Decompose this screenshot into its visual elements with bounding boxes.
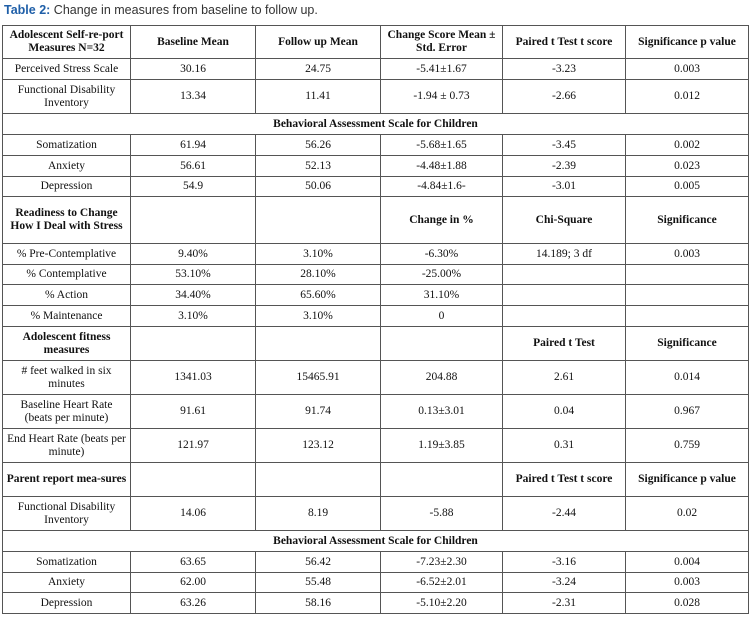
measures-table bbox=[2, 25, 749, 614]
row-label-cell: Baseline Heart Rate (beats per minute) bbox=[3, 395, 131, 429]
table-cell: -1.94 ± 0.73 bbox=[381, 80, 503, 114]
table-row bbox=[3, 395, 749, 429]
table-row bbox=[3, 177, 749, 197]
table-cell: 0.004 bbox=[626, 552, 749, 573]
table-cell: -3.24 bbox=[503, 573, 626, 593]
table-cell: 2.61 bbox=[503, 361, 626, 395]
table-cell: Significance bbox=[626, 197, 749, 244]
table-cell: Follow up Mean bbox=[256, 26, 381, 59]
table-cell: 0.13±3.01 bbox=[381, 395, 503, 429]
table-body bbox=[3, 26, 749, 614]
table-cell: 0.003 bbox=[626, 244, 749, 265]
table-cell: -25.00% bbox=[381, 265, 503, 285]
row-label-cell: Functional Disability Inventory bbox=[3, 497, 131, 531]
table-cell: 34.40% bbox=[131, 285, 256, 306]
section-header-row bbox=[3, 531, 749, 552]
table-cell: Paired t Test t score bbox=[503, 26, 626, 59]
row-label-cell: % Maintenance bbox=[3, 306, 131, 327]
table-cell: 9.40% bbox=[131, 244, 256, 265]
table-cell bbox=[256, 463, 381, 497]
row-label-cell: # feet walked in six minutes bbox=[3, 361, 131, 395]
table-cell: 58.16 bbox=[256, 593, 381, 614]
header-row bbox=[3, 327, 749, 361]
table-cell: -5.68±1.65 bbox=[381, 135, 503, 156]
row-label-cell: Perceived Stress Scale bbox=[3, 59, 131, 80]
table-cell: 56.26 bbox=[256, 135, 381, 156]
table-cell: -3.45 bbox=[503, 135, 626, 156]
table-cell: Baseline Mean bbox=[131, 26, 256, 59]
table-cell: 56.61 bbox=[131, 156, 256, 177]
row-label-cell: % Contemplative bbox=[3, 265, 131, 285]
table-cell: -5.10±2.20 bbox=[381, 593, 503, 614]
table-cell: 14.189; 3 df bbox=[503, 244, 626, 265]
table-row bbox=[3, 156, 749, 177]
table-cell: -2.31 bbox=[503, 593, 626, 614]
section-header-row bbox=[3, 114, 749, 135]
header-row bbox=[3, 463, 749, 497]
table-cell: -3.01 bbox=[503, 177, 626, 197]
table-row bbox=[3, 59, 749, 80]
table-cell: 14.06 bbox=[131, 497, 256, 531]
table-cell: -6.52±2.01 bbox=[381, 573, 503, 593]
table-row bbox=[3, 306, 749, 327]
table-cell: 0.31 bbox=[503, 429, 626, 463]
table-caption bbox=[4, 0, 318, 20]
table-cell: 0.014 bbox=[626, 361, 749, 395]
row-label-cell: Anxiety bbox=[3, 156, 131, 177]
table-row bbox=[3, 361, 749, 395]
row-label-cell: Depression bbox=[3, 593, 131, 614]
table-row bbox=[3, 552, 749, 573]
table-cell: Paired t Test bbox=[503, 327, 626, 361]
table-cell: 30.16 bbox=[131, 59, 256, 80]
table-cell bbox=[503, 265, 626, 285]
section-title: Behavioral Assessment Scale for Children bbox=[3, 531, 749, 552]
table-cell: 62.00 bbox=[131, 573, 256, 593]
table-cell: Significance p value bbox=[626, 463, 749, 497]
table-cell: 24.75 bbox=[256, 59, 381, 80]
table-cell: 28.10% bbox=[256, 265, 381, 285]
table-caption-text: Change in measures from baseline to follow up. bbox=[50, 3, 318, 17]
table-cell: 0.012 bbox=[626, 80, 749, 114]
table-cell: 63.26 bbox=[131, 593, 256, 614]
row-label-cell: End Heart Rate (beats per minute) bbox=[3, 429, 131, 463]
table-cell: Change in % bbox=[381, 197, 503, 244]
table-cell: 53.10% bbox=[131, 265, 256, 285]
table-cell: Chi-Square bbox=[503, 197, 626, 244]
table-cell bbox=[503, 285, 626, 306]
row-label-cell: % Action bbox=[3, 285, 131, 306]
table-cell: 54.9 bbox=[131, 177, 256, 197]
table-cell: 8.19 bbox=[256, 497, 381, 531]
table-cell: -7.23±2.30 bbox=[381, 552, 503, 573]
table-cell bbox=[131, 463, 256, 497]
row-label-cell: Somatization bbox=[3, 135, 131, 156]
row-label-cell: Functional Disability Inventory bbox=[3, 80, 131, 114]
table-cell: 31.10% bbox=[381, 285, 503, 306]
table-cell: 0.04 bbox=[503, 395, 626, 429]
table-cell: 3.10% bbox=[256, 244, 381, 265]
table-cell: Significance p value bbox=[626, 26, 749, 59]
table-cell: 91.61 bbox=[131, 395, 256, 429]
table-cell: 13.34 bbox=[131, 80, 256, 114]
table-cell: 65.60% bbox=[256, 285, 381, 306]
table-cell: -4.48±1.88 bbox=[381, 156, 503, 177]
table-cell: 1.19±3.85 bbox=[381, 429, 503, 463]
table-row bbox=[3, 497, 749, 531]
table-cell bbox=[503, 306, 626, 327]
table-row bbox=[3, 244, 749, 265]
table-cell: 0.003 bbox=[626, 59, 749, 80]
table-row bbox=[3, 429, 749, 463]
table-cell: -2.66 bbox=[503, 80, 626, 114]
table-cell bbox=[626, 285, 749, 306]
table-cell: 55.48 bbox=[256, 573, 381, 593]
table-cell: 204.88 bbox=[381, 361, 503, 395]
table-cell: 63.65 bbox=[131, 552, 256, 573]
table-cell: 15465.91 bbox=[256, 361, 381, 395]
table-cell: 0.002 bbox=[626, 135, 749, 156]
table-cell: -5.41±1.67 bbox=[381, 59, 503, 80]
row-label-cell: % Pre-Contemplative bbox=[3, 244, 131, 265]
table-cell: Significance bbox=[626, 327, 749, 361]
table-cell: 0.759 bbox=[626, 429, 749, 463]
table-cell bbox=[131, 327, 256, 361]
row-label-cell: Somatization bbox=[3, 552, 131, 573]
table-row bbox=[3, 573, 749, 593]
table-cell: Change Score Mean ± Std. Error bbox=[381, 26, 503, 59]
table-caption-label: Table 2: bbox=[4, 3, 51, 17]
table-cell bbox=[381, 327, 503, 361]
table-cell: 56.42 bbox=[256, 552, 381, 573]
header-row bbox=[3, 26, 749, 59]
table-cell bbox=[381, 463, 503, 497]
row-label-cell: Parent report mea-sures bbox=[3, 463, 131, 497]
table-row bbox=[3, 593, 749, 614]
table-cell: -6.30% bbox=[381, 244, 503, 265]
table-cell: 50.06 bbox=[256, 177, 381, 197]
row-label-cell: Adolescent Self-re-port Measures N=32 bbox=[3, 26, 131, 59]
table-cell: 3.10% bbox=[131, 306, 256, 327]
row-label-cell: Adolescent fitness measures bbox=[3, 327, 131, 361]
row-label-cell: Depression bbox=[3, 177, 131, 197]
table-cell: Paired t Test t score bbox=[503, 463, 626, 497]
row-label-cell: Anxiety bbox=[3, 573, 131, 593]
table-cell: 0.003 bbox=[626, 573, 749, 593]
table-cell bbox=[256, 197, 381, 244]
row-label-cell: Readiness to Change How I Deal with Stress bbox=[3, 197, 131, 244]
table-cell: -2.44 bbox=[503, 497, 626, 531]
section-title: Behavioral Assessment Scale for Children bbox=[3, 114, 749, 135]
table-cell: 0 bbox=[381, 306, 503, 327]
table-cell: 0.028 bbox=[626, 593, 749, 614]
table-cell: 1341.03 bbox=[131, 361, 256, 395]
table-cell bbox=[626, 306, 749, 327]
table-cell: -4.84±1.6- bbox=[381, 177, 503, 197]
table-cell: 121.97 bbox=[131, 429, 256, 463]
header-row bbox=[3, 197, 749, 244]
table-cell bbox=[256, 327, 381, 361]
table-cell: 0.967 bbox=[626, 395, 749, 429]
table-cell bbox=[131, 197, 256, 244]
table-cell: 0.02 bbox=[626, 497, 749, 531]
table-cell: -3.23 bbox=[503, 59, 626, 80]
table-row bbox=[3, 265, 749, 285]
table-cell: 61.94 bbox=[131, 135, 256, 156]
table-cell: 91.74 bbox=[256, 395, 381, 429]
table-cell: 0.005 bbox=[626, 177, 749, 197]
table-row bbox=[3, 135, 749, 156]
table-cell: 11.41 bbox=[256, 80, 381, 114]
table-cell: -5.88 bbox=[381, 497, 503, 531]
table-cell bbox=[626, 265, 749, 285]
table-row bbox=[3, 285, 749, 306]
table-cell: 0.023 bbox=[626, 156, 749, 177]
table-cell: 52.13 bbox=[256, 156, 381, 177]
table-row bbox=[3, 80, 749, 114]
table-cell: -3.16 bbox=[503, 552, 626, 573]
table-cell: 123.12 bbox=[256, 429, 381, 463]
table-cell: -2.39 bbox=[503, 156, 626, 177]
table-cell: 3.10% bbox=[256, 306, 381, 327]
